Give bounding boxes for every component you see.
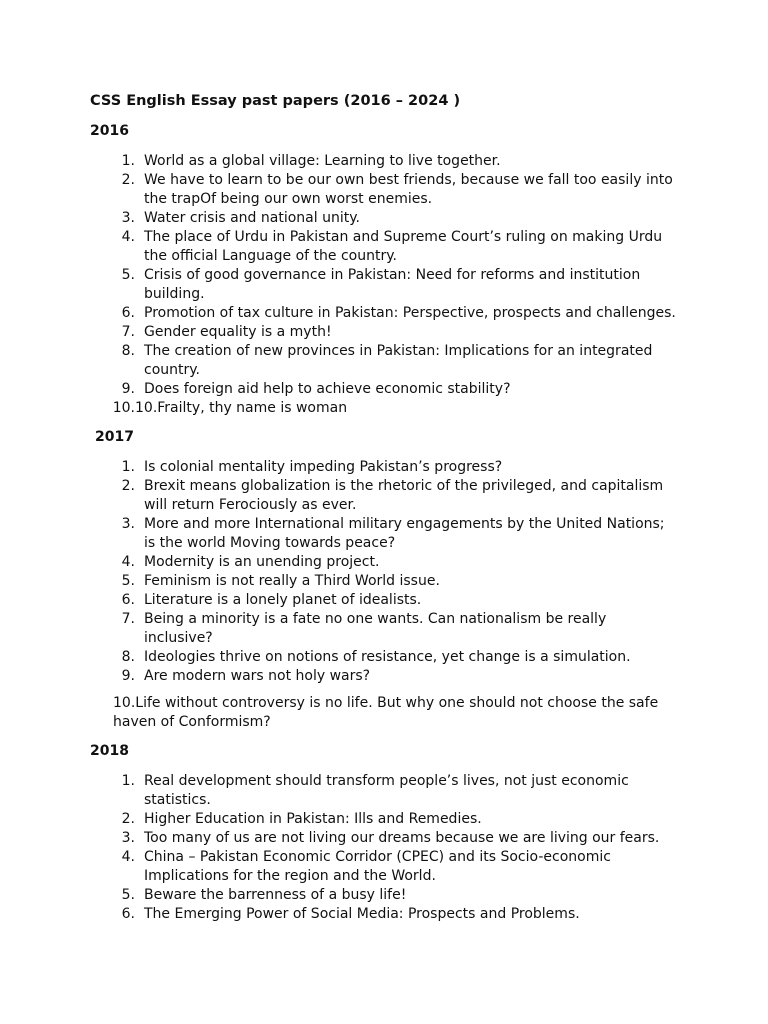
item-text: Crisis of good governance in Pakistan: Need for reforms and institution building. (144, 267, 641, 302)
item-number: 7. (121, 324, 135, 340)
list-item (90, 829, 678, 848)
list-item (90, 886, 678, 905)
item-text: The place of Urdu in Pakistan and Supreme Court’s ruling on making Urdu the official Language of the country. (144, 229, 663, 264)
item-number: 6. (121, 305, 135, 321)
item-number: 3. (121, 830, 135, 846)
item-text: Does foreign aid help to achieve economic stability? (144, 381, 511, 397)
document-title: CSS English Essay past papers (2016 – 2024 ) (90, 93, 461, 109)
list-item (90, 648, 678, 667)
item-number: 6. (121, 906, 135, 922)
list-item (90, 342, 678, 380)
list-item (90, 380, 678, 399)
list-item (90, 171, 678, 209)
item-number: 7. (121, 611, 135, 627)
list-item (90, 591, 678, 610)
item-text: World as a global village: Learning to live together. (144, 153, 501, 169)
item-text: The Emerging Power of Social Media: Prospects and Problems. (144, 906, 580, 922)
item-text: Water crisis and national unity. (144, 210, 360, 226)
list-item (90, 209, 678, 228)
item-text: More and more International military engagements by the United Nations; is the world Moving towards peace? (144, 516, 665, 551)
item-number: 2. (121, 478, 135, 494)
essay-list-2016 (90, 152, 678, 418)
list-item (90, 772, 678, 810)
list-item (90, 323, 678, 342)
list-item (90, 848, 678, 886)
item-text: The creation of new provinces in Pakistan: Implications for an integrated country. (144, 343, 653, 378)
item-number: 5. (121, 267, 135, 283)
item-number: 1. (121, 773, 135, 789)
year-heading-2017: 2017 (95, 429, 134, 445)
list-item (90, 477, 678, 515)
item-text: Brexit means globalization is the rhetoric of the privileged, and capitalism will return Ferociously as ever. (144, 478, 664, 513)
item-text: Higher Education in Pakistan: Ills and Remedies. (144, 811, 482, 827)
year-heading-2018: 2018 (90, 743, 129, 759)
list-item (90, 266, 678, 304)
item-text: Are modern wars not holy wars? (144, 668, 371, 684)
list-item (90, 572, 678, 591)
list-item (90, 458, 678, 477)
list-item (90, 152, 678, 171)
list-item (90, 905, 678, 924)
item-text: Too many of us are not living our dreams because we are living our fears. (144, 830, 660, 846)
list-item (90, 515, 678, 553)
item-text: Real development should transform people’s lives, not just economic statistics. (144, 773, 629, 808)
item-number: 2. (121, 172, 135, 188)
item-text: Modernity is an unending project. (144, 554, 380, 570)
list-item (90, 553, 678, 572)
item-text: Ideologies thrive on notions of resistance, yet change is a simulation. (144, 649, 631, 665)
item-number: 10. (112, 400, 135, 416)
item-number: 3. (121, 210, 135, 226)
item-text: 10.Frailty, thy name is woman (135, 400, 348, 416)
item-text: Promotion of tax culture in Pakistan: Perspective, prospects and challenges. (144, 305, 676, 321)
list-item (90, 399, 678, 418)
item-number: 6. (121, 592, 135, 608)
year-heading-2016: 2016 (90, 123, 129, 139)
item-text: Feminism is not really a Third World issue. (144, 573, 440, 589)
item-text: Literature is a lonely planet of idealists. (144, 592, 422, 608)
list-item (90, 304, 678, 323)
item-number: 8. (121, 649, 135, 665)
item-number: 2. (121, 811, 135, 827)
item-text: Gender equality is a myth! (144, 324, 332, 340)
item-number: 1. (121, 153, 135, 169)
item-number: 1. (121, 459, 135, 475)
item-text: Being a minority is a fate no one wants. Can nationalism be really inclusive? (144, 611, 607, 646)
item-number: 4. (121, 849, 135, 865)
essay-list-2017 (90, 458, 678, 686)
item-text: Beware the barrenness of a busy life! (144, 887, 407, 903)
list-item (90, 810, 678, 829)
item-number: 9. (121, 381, 135, 397)
item-text: China – Pakistan Economic Corridor (CPEC) and its Socio-economic Implications for the region and the World. (144, 849, 611, 884)
item-text: We have to learn to be our own best friends, because we fall too easily into the trapOf being our own worst enemies. (144, 172, 673, 207)
item-number: 4. (121, 229, 135, 245)
essay-list-2018 (90, 772, 678, 924)
item-number: 4. (121, 554, 135, 570)
item-10-paragraph: 10.Life without controversy is no life. But why one should not choose the safe haven of Conformism? (113, 695, 659, 730)
list-item (90, 228, 678, 266)
item-number: 9. (121, 668, 135, 684)
item-number: 5. (121, 887, 135, 903)
item-number: 3. (121, 516, 135, 532)
item-number: 8. (121, 343, 135, 359)
item-text: Is colonial mentality impeding Pakistan’s progress? (144, 459, 503, 475)
list-item (90, 667, 678, 686)
list-item (90, 610, 678, 648)
item-number: 5. (121, 573, 135, 589)
